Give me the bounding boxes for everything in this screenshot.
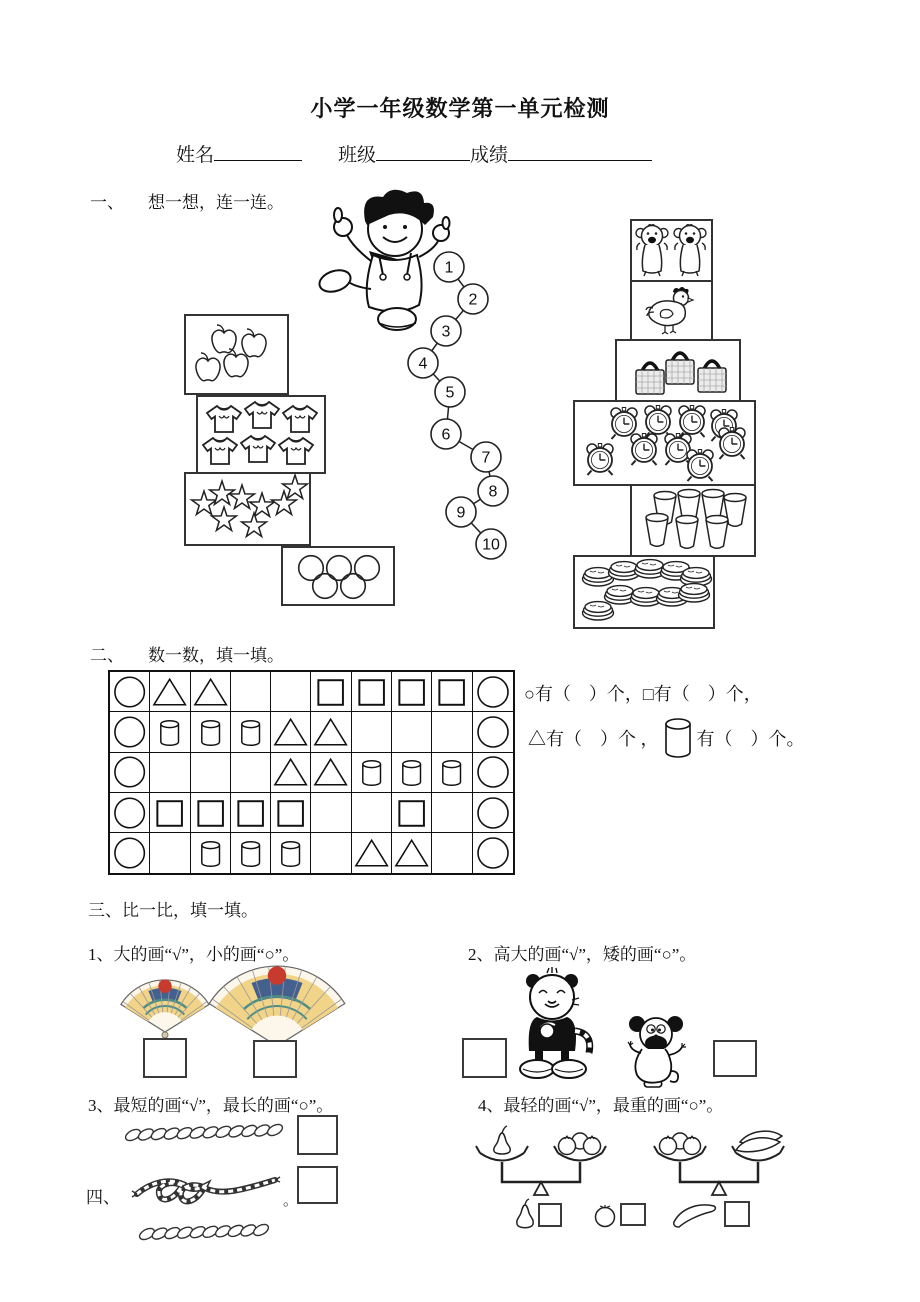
grid-cell-r4c6 [311,793,351,833]
picture-box-apples[interactable] [185,315,288,394]
grid-cell-r2c3-cylinder [191,712,231,752]
grid-cell-r3c8-cylinder [392,753,432,793]
grid-cell-r5c10-circle [473,833,513,873]
picture-box-monkeys[interactable] [631,220,712,281]
grid-cell-r4c10-circle [473,793,513,833]
fan-small-illustration [121,980,209,1042]
number-chain[interactable] [408,252,508,559]
grid-cell-r1c1-circle [110,672,150,712]
grid-cell-r2c10-circle [473,712,513,752]
grid-cell-r2c2-cylinder [150,712,190,752]
grid-cell-r3c10-circle [473,753,513,793]
grid-cell-r3c7-cylinder [352,753,392,793]
answer-box-pear[interactable] [538,1203,562,1227]
answer-box-fan-small[interactable] [143,1038,187,1078]
grid-cell-r2c8 [392,712,432,752]
grid-cell-r1c8-square [392,672,432,712]
tomato-icon [592,1204,618,1228]
count-statement-line2-suffix: 有（ ）个。 [696,729,805,749]
shape-count-grid [108,670,515,875]
grid-cell-r2c1-circle [110,712,150,752]
name-blank[interactable] [214,141,302,161]
class-label: 班级 [338,145,377,166]
section2-number: 二、 [90,646,124,665]
grid-cell-r5c9 [432,833,472,873]
grid-cell-r1c7-square [352,672,392,712]
picture-box-hen[interactable] [631,281,712,340]
grid-cell-r5c4-cylinder [231,833,271,873]
grid-cell-r3c9-cylinder [432,753,472,793]
answer-box-short-animal[interactable] [713,1040,757,1077]
rope-coiled-illustration [132,1177,280,1201]
ropes-illustration [85,1108,385,1268]
picture-boxes[interactable] [185,220,755,628]
grid-cell-r4c3-square [191,793,231,833]
kid-illustration [317,190,450,330]
answer-box-tomato[interactable] [620,1203,646,1226]
grid-cell-r1c2-triangle [150,672,190,712]
number-label-10: 10 [482,536,500,554]
grid-cell-r2c4-cylinder [231,712,271,752]
answer-box-tall-animal[interactable] [462,1038,507,1078]
answer-box-fan-large[interactable] [253,1040,297,1078]
count-statement-line1: ○有（ ）个，□有（ ）个， [524,684,762,704]
number-label-6: 6 [441,426,451,444]
sentence-period: 。 [283,1193,299,1209]
grid-cell-r3c6-triangle [311,753,351,793]
grid-cell-r5c8-triangle [392,833,432,873]
bananas-on-scale [736,1131,782,1152]
section1-number: 一、 [90,193,124,212]
connect-the-numbers-figure[interactable] [80,185,780,645]
question3-text: 3、最短的画“√”，最长的画“○”。 [88,1096,334,1115]
scale-right-illustration [654,1131,784,1195]
name-line [176,140,652,167]
number-label-7: 7 [481,449,491,467]
grid-cell-r3c5-triangle [271,753,311,793]
tiger-illustration [520,967,590,1078]
picture-box-stars[interactable] [185,473,310,545]
tiger-dog-illustration [505,965,715,1090]
grid-cell-r5c5-cylinder [271,833,311,873]
score-blank[interactable] [508,141,652,161]
grid-cell-r4c9 [432,793,472,833]
answer-box-rope-1[interactable] [297,1115,338,1155]
scale-left-illustration [476,1126,606,1195]
picture-box-clocks[interactable] [574,401,755,485]
grid-cell-r4c5-square [271,793,311,833]
picture-box-shirts[interactable] [197,396,325,473]
score-label: 成绩 [470,145,509,166]
grid-cell-r5c2 [150,833,190,873]
number-label-5: 5 [445,384,455,402]
grid-cell-r3c1-circle [110,753,150,793]
question2-text: 2、高大的画“√”，矮的画“○”。 [468,945,697,964]
question1-text: 1、大的画“√”，小的画“○”。 [88,945,300,964]
grid-cell-r3c2 [150,753,190,793]
section3-number: 三、 [88,901,122,920]
cylinder-icon [663,716,693,760]
grid-cell-r3c3 [191,753,231,793]
grid-cell-r4c1-circle [110,793,150,833]
answer-box-rope-2[interactable] [297,1166,338,1204]
section3-heading [88,896,258,921]
class-blank[interactable] [376,141,470,161]
tomatoes-on-scale [559,1133,601,1155]
grid-cell-r4c2-square [150,793,190,833]
number-label-3: 3 [441,323,451,341]
picture-box-cookies[interactable] [574,556,714,628]
question4-text: 4、最轻的画“√”，最重的画“○”。 [478,1096,724,1115]
number-label-8: 8 [488,483,498,501]
grid-cell-r4c8-square [392,793,432,833]
grid-cell-r5c3-cylinder [191,833,231,873]
grid-cell-r2c9 [432,712,472,752]
grid-cell-r1c3-triangle [191,672,231,712]
grid-cell-r1c4 [231,672,271,712]
grid-cell-r4c7 [352,793,392,833]
picture-box-rings[interactable] [282,547,394,605]
section4-number: 四、 [86,1188,120,1207]
grid-cell-r5c1-circle [110,833,150,873]
banana-icon [670,1200,720,1230]
pear-icon [512,1198,538,1232]
grid-cell-r1c6-square [311,672,351,712]
answer-box-banana[interactable] [724,1201,750,1227]
name-label: 姓名 [176,145,215,166]
number-label-4: 4 [418,355,428,373]
number-label-9: 9 [456,504,466,522]
pear-on-scale [494,1126,510,1154]
dog-illustration [628,1016,686,1087]
rope-short-illustration [138,1222,270,1242]
count-statement-line2 [528,716,805,760]
grid-cell-r2c5-triangle [271,712,311,752]
grid-cell-r1c5 [271,672,311,712]
grid-cell-r2c7 [352,712,392,752]
page-title: 小学一年级数学第一单元检测 [310,96,610,121]
number-label-1: 1 [444,259,454,277]
grid-cell-r5c6 [311,833,351,873]
picture-box-bags[interactable] [616,340,740,401]
grid-cell-r3c4 [231,753,271,793]
grid-cell-r1c9-square [432,672,472,712]
grid-cell-r1c10-circle [473,672,513,712]
balance-scales-illustration [455,1125,815,1203]
tomatoes-on-scale [660,1133,701,1155]
section3-instruction: 比一比，填一填。 [122,901,258,920]
count-statement-line2-prefix: △有（ ）个 ， [528,729,659,749]
rope-long-illustration [124,1122,284,1143]
number-label-2: 2 [468,291,478,309]
section1-instruction: 想一想，连一连。 [148,193,284,212]
grid-cell-r2c6-triangle [311,712,351,752]
section2-instruction: 数一数，填一填。 [148,646,284,665]
grid-cell-r4c4-square [231,793,271,833]
picture-box-cups[interactable] [631,485,755,556]
grid-cell-r5c7-triangle [352,833,392,873]
